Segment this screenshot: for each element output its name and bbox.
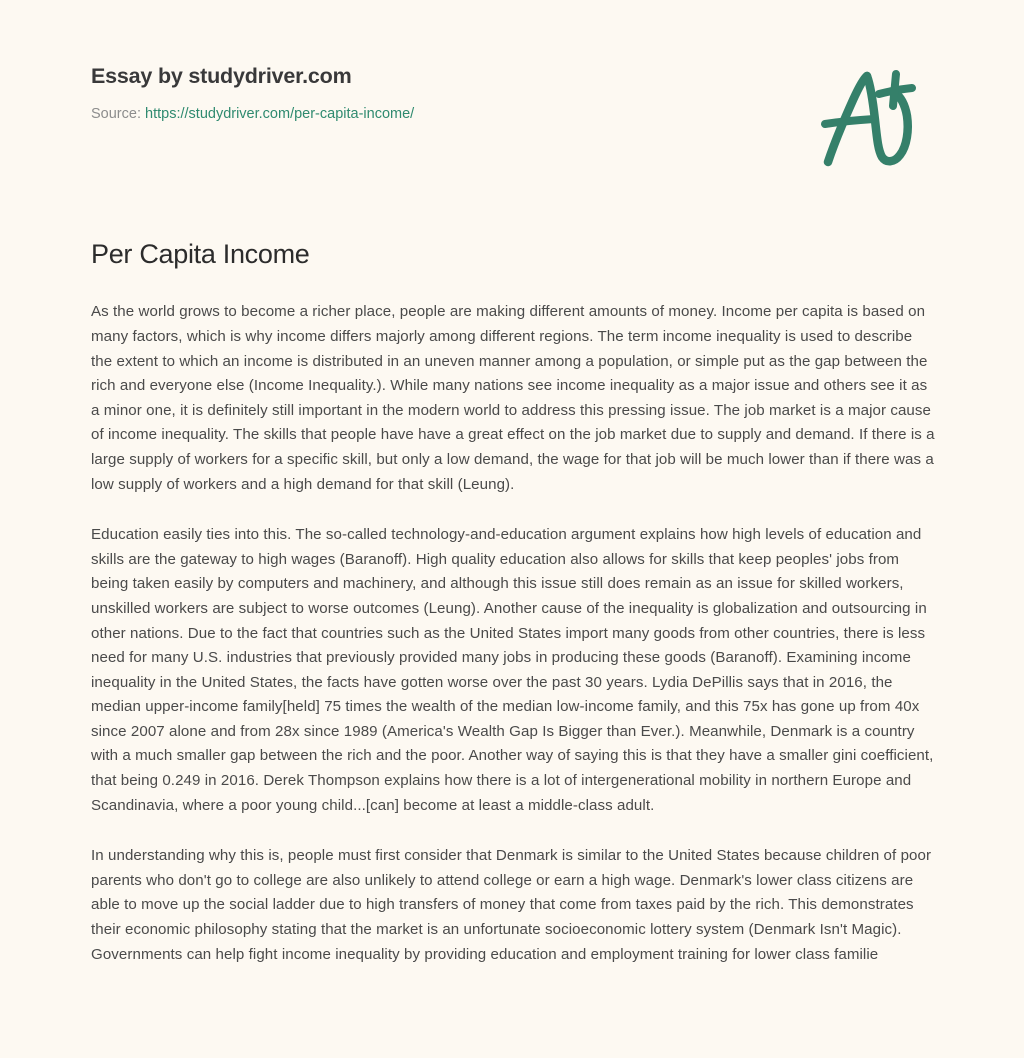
article-body (91, 300, 937, 967)
source-line (91, 105, 731, 124)
page-header (0, 0, 1024, 200)
brand-title: Essay by studydriver.com (91, 64, 352, 88)
paragraph-3: In understanding why this is, people must first consider that Denmark is similar to the United States because children of poor parents who don't go to college are also unlikely to attend college or earn a high wage. Denmark's lower class citizens are able to move up the social ladder due to high transfers of money that come from taxes paid by the rich. This demonstrates their economic philosophy stating that the market is an unfortunate socioeconomic lottery system (Denmark Isn't Magic). Governments can help fight income inequality by providing education and employment training for lower class familie (91, 847, 932, 963)
page-title: Per Capita Income (91, 239, 310, 269)
article (91, 238, 937, 967)
paragraph-1: As the world grows to become a richer place, people are making different amounts of money. Income per capita is based on many factors, which is why income differs majorly among different regions. The term income inequality is used to describe the extent to which an income is distributed in an uneven manner among a population, or simple put as the gap between the rich and everyone else (Income Inequality.). While many nations see income inequality as a major issue and others see it as a minor one, it is definitely still important in the modern world to address this pressing issue. The job market is a major cause of income inequality. The skills that people have have a great effect on the job market due to supply and demand. If there is a large supply of workers for a specific skill, but only a low demand, the wage for that job will be much lower than if there was a low supply of workers and a high demand for that skill (Leung). (91, 303, 935, 493)
studydriver-a-plus-logo-icon[interactable] (808, 62, 928, 170)
source-url-link[interactable]: https://studydriver.com/per-capita-income/ (145, 105, 415, 122)
paragraph-2: Education easily ties into this. The so-called technology-and-education argument explains how high levels of education and skills are the gateway to high wages (Baranoff). High quality education also allows for skills that keep peoples' jobs from being taken easily by computers and machinery, and although this issue still does remain as an issue for skilled workers, unskilled workers are subject to worse outcomes (Leung). Another cause of the inequality is globalization and outsourcing in other nations. Due to the fact that countries such as the United States import many goods from other countries, there is less need for many U.S. industries that previously provided many jobs in producing these goods (Baranoff). Examining income inequality in the United States, the facts have gotten worse over the past 30 years. Lydia DePillis says that in 2016, the median upper-income family[held] 75 times the wealth of the median low-income family, and this 75x has gone up from 40x since 2007 alone and from 28x since 1989 (America's Wealth Gap Is Bigger than Ever.). Meanwhile, Denmark is a country with a much smaller gap between the rich and the poor. Another way of saying this is that they have a smaller gini coefficient, that being 0.249 in 2016. Derek Thompson explains how there is a lot of intergenerational mobility in northern Europe and Scandinavia, where a poor young child...[can] become at least a middle-class adult. (91, 526, 934, 814)
brand-block (91, 63, 731, 124)
source-label: Source: (91, 105, 141, 122)
